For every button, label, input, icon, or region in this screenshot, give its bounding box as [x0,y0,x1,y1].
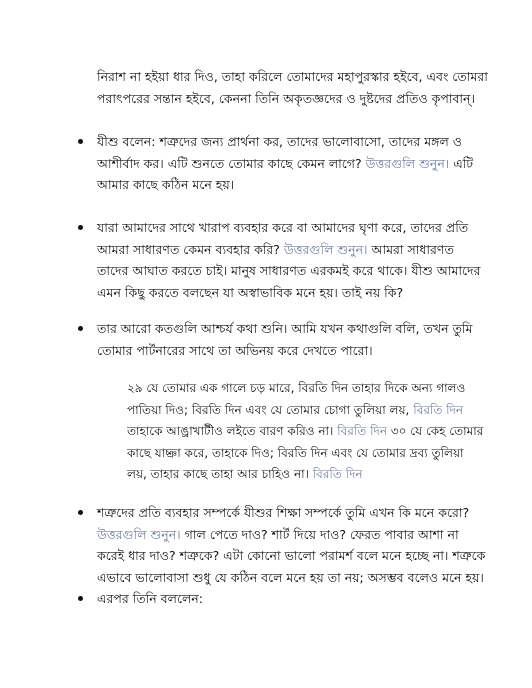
pause-marker: বিরতি দিন [337,424,388,438]
paragraph-how-we-treat [97,217,489,303]
paragraph-then-he-said [97,588,489,610]
quote-text: ৩০ যে কেহ তোমার কাছে যাচ্ঞা করে, তাহাকে দিও; বিরতি দিন এবং যে তোমার দ্রব্য তুলিয়া লয়, তাহার কাছে তাহা আর চাহিও না। [127,424,484,481]
paragraph-text: আমরা সাধারণত তাদের আঘাত করতে চাই। মানুষ সাধারণত এরকমই করে থাকে। যীশু আমাদের এমন কিছু করতে বলছেন যা অস্বাভাবিক মনে হয়। তাই নয় কি? [97,241,481,300]
bullet-dot [78,502,83,524]
paragraph-text: যীশু বলেন: শত্রুদের জন্য প্রার্থনা কর, তাদের ভালোবাসো, তাদের মঙ্গল ও আশীর্বাদ কর। এটি শুনতে তোমার কাছে কেমন লাগে? [97,134,462,171]
listen-answers-text: উত্তরগুলি শুনুন। [97,526,181,542]
paragraph-text: শত্রুদের প্রতি ব্যবহার সম্পর্কে যীশুর শিক্ষা সম্পর্কে তুমি এখন কি মনে করো? [97,505,470,520]
paragraph-text: এটি আমার কাছে কঠিন মনে হয়। [97,155,474,192]
paragraph-text: নিরাশ না হইয়া ধার দিও, তাহা করিলে তোমাদের মহাপুরস্কার হইবে, এবং তোমরা পরাৎপরের সন্তান হইবে, কেননা তিনি অকৃতজ্ঞদের ও দুষ্টদের প্রতিও কৃপাবান্। [97,69,488,106]
paragraph-text: তার আরো কতগুলি আশ্চর্য কথা শুনি। আমি যখন কথাগুলি বলি, তখন তুমি তোমার পার্টনারের সাথে তা অভিনয় করে দেখতে পারো। [97,321,473,358]
paragraph-more-words [97,318,489,361]
bullet-dot [78,318,83,340]
paragraph-text: এরপর তিনি বললেন: [97,591,203,606]
quote-text: তাহাকে আঙ্রাখাটীও লইতে বারণ করিও না। [127,424,338,438]
pause-marker: বিরতি দিন [312,467,363,481]
paragraph-pray-for-enemies [97,131,489,196]
pause-marker: বিরতি দিন [413,402,464,417]
paragraph-continuation [97,66,489,109]
paragraph-teaching-opinion [97,502,489,588]
listen-answers-text: উত্তরগুলি শুনুন। [365,155,450,171]
bullet-dot [78,588,83,610]
paragraph-text: যারা আমাদের সাথে খারাপ ব্যবহার করে বা আমাদের ঘৃণা করে, তাদের প্রতি আমরা সাধারণত কেমন ব্যবহার করি? [97,220,469,257]
bullet-dot [78,217,83,239]
paragraph-text: গাল পেতে দাও? শার্ট দিয়ে দাও? ফেরত পাবার আশা না করেই ধার দাও? শত্রুকে? এটা কোনো ভালো পরামর্শ বলে মনে হচ্ছে না। শত্রুকে এভাবে ভালোবাসা শুধু যে কঠিন বলে মনে হয় তা নয়; অসম্ভব বলেও মনে হয়। [97,526,486,585]
listen-answers-text: উত্তরগুলি শুনুন। [283,241,368,257]
bullet-dot [78,131,83,153]
scripture-quote [127,378,487,486]
quote-text: ২৯ যে তোমার এক গালে চড় মারে, বিরতি দিন তাহার দিকে অন্য গালও পাতিয়া দিও; বিরতি দিন এবং যে তোমার চোগা তুলিয়া লয়, [127,381,466,417]
